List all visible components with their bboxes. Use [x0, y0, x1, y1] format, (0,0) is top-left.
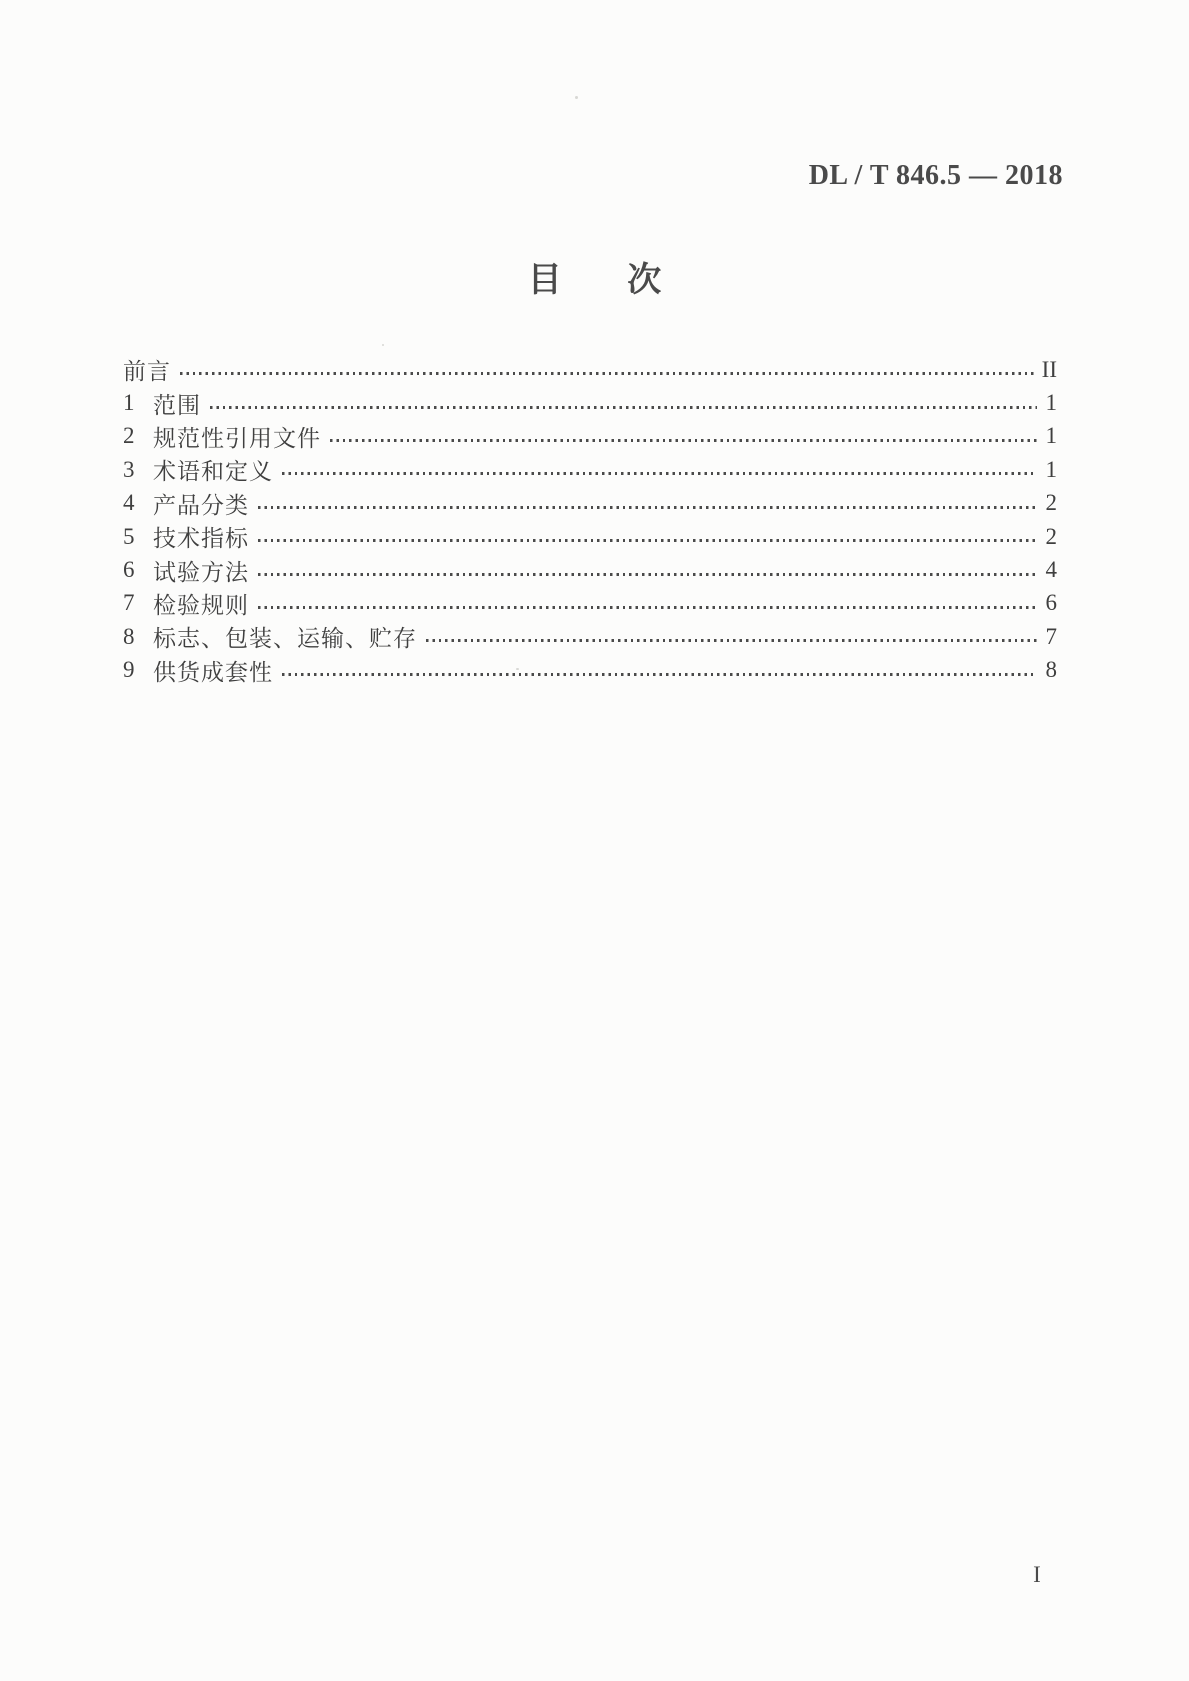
toc-entry [123, 453, 1057, 486]
page-number: I [1033, 1562, 1041, 1587]
toc-entry-page: II [1041, 356, 1057, 382]
toc-entry [123, 553, 1057, 586]
dot-leader [258, 573, 1037, 576]
toc-entry-page: 6 [1045, 590, 1057, 616]
toc-entry [123, 620, 1057, 653]
toc-entry-number: 9 [123, 657, 135, 683]
toc-entry-label: 范围 [153, 392, 201, 418]
toc-entry-label: 检验规则 [153, 592, 249, 618]
toc-entry-label: 技术指标 [153, 526, 249, 552]
toc-entry-page: 2 [1045, 523, 1057, 549]
toc-entry-label: 术语和定义 [153, 459, 273, 485]
toc-entry-number: 7 [123, 590, 135, 616]
scan-speck [516, 668, 519, 670]
toc-entry-number: 3 [123, 456, 135, 482]
dot-leader [180, 372, 1036, 375]
toc-entry [123, 587, 1057, 620]
toc-entry-label: 前言 [123, 359, 171, 385]
toc-entry-number: 5 [123, 523, 135, 549]
dot-leader [282, 673, 1037, 676]
dot-leader [258, 606, 1037, 609]
toc-entry-number: 4 [123, 490, 135, 516]
dot-leader [330, 439, 1037, 442]
standard-number: DL / T 846.5 — 2018 [808, 160, 1063, 191]
toc-entry-label: 供货成套性 [153, 659, 273, 685]
toc-entry-page: 1 [1045, 456, 1057, 482]
toc-entry-number: 8 [123, 623, 135, 649]
dot-leader [210, 406, 1037, 409]
dot-leader [426, 639, 1037, 642]
toc-entry-number: 2 [123, 423, 135, 449]
toc-entry [123, 654, 1057, 687]
dot-leader [282, 472, 1037, 475]
toc-entry [123, 520, 1057, 553]
toc-entry-label: 标志、包装、运输、贮存 [153, 626, 417, 652]
toc-entry-number: 6 [123, 557, 135, 583]
toc-entry-page: 8 [1045, 657, 1057, 683]
toc-entry [123, 353, 1057, 386]
page-title: 目 次 [527, 261, 662, 299]
toc-entry-label: 试验方法 [153, 559, 249, 585]
table-of-contents [123, 353, 1057, 687]
scan-speck [382, 344, 384, 346]
toc-entry [123, 420, 1057, 453]
toc-entry-number: 1 [123, 390, 135, 416]
dot-leader [258, 539, 1037, 542]
toc-entry-label: 产品分类 [153, 492, 249, 518]
toc-entry [123, 386, 1057, 419]
toc-entry [123, 487, 1057, 520]
toc-entry-page: 1 [1045, 390, 1057, 416]
dot-leader [258, 506, 1037, 509]
toc-entry-page: 4 [1045, 557, 1057, 583]
toc-entry-page: 7 [1045, 623, 1057, 649]
toc-entry-label: 规范性引用文件 [153, 425, 321, 451]
toc-entry-page: 2 [1045, 490, 1057, 516]
scan-speck [575, 96, 578, 99]
toc-entry-page: 1 [1045, 423, 1057, 449]
